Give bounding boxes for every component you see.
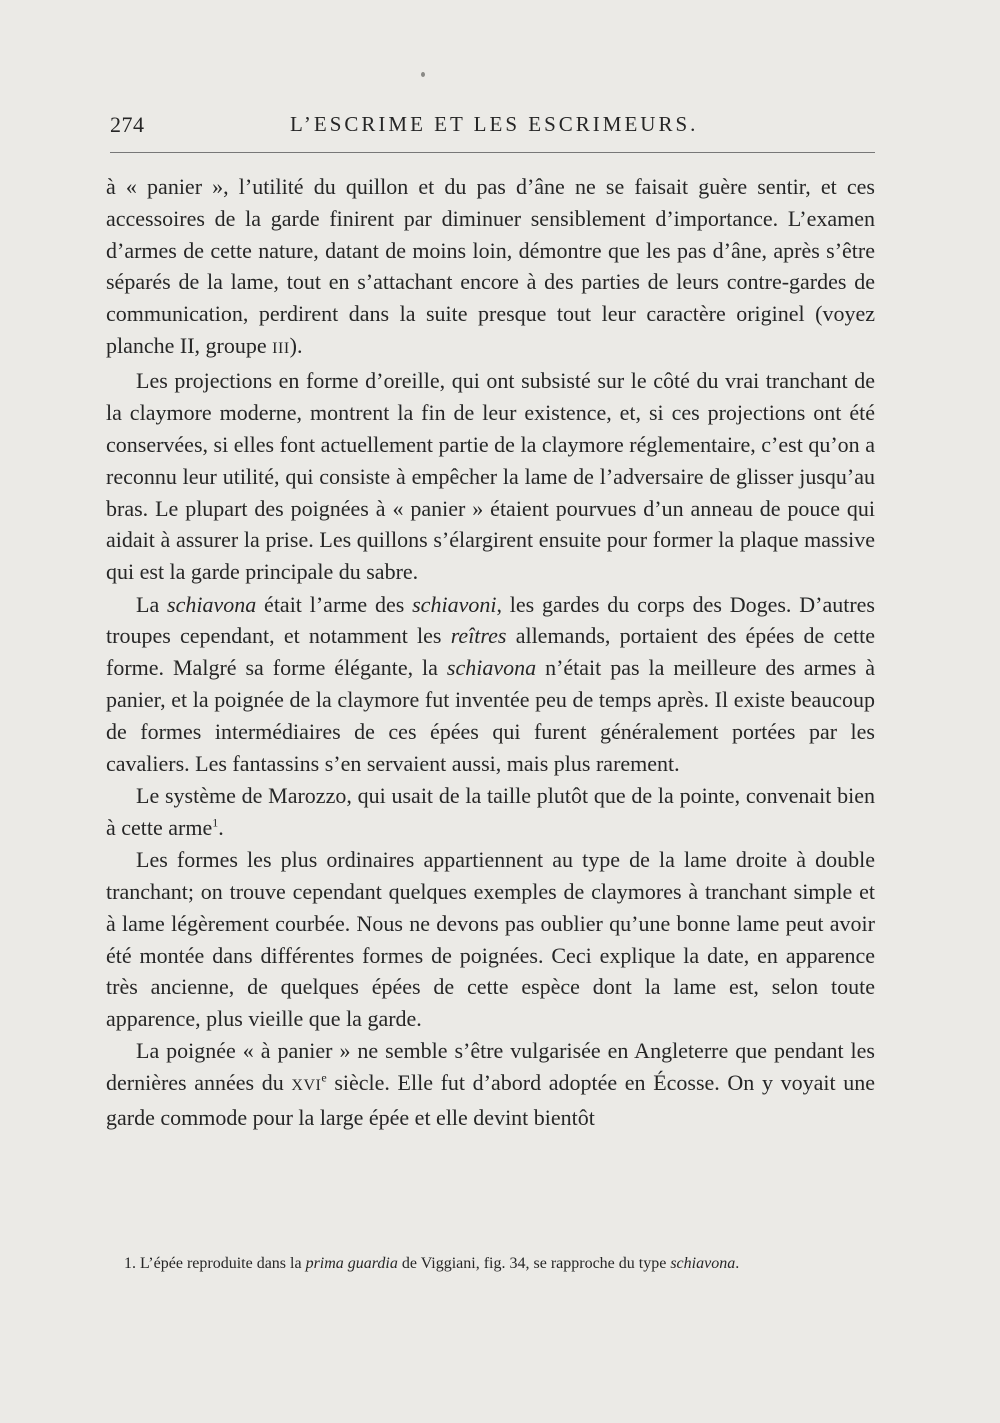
paragraph-3-part: n’était pas la meilleure des armes à panier, et la poignée de la claymore fut inventée peu de temps après. Il existe beaucoup de formes intermédiaires de ces épées qui furent généralement portées par les cavaliers. Les fantassins s’en servaient aussi, mais plus rarement. — [106, 655, 875, 776]
paragraph-3-part: La — [136, 591, 168, 617]
paragraph-3-part: , les gardes du corps des Doges. D’autres troupes cependant, et notamment les — [106, 591, 875, 649]
paragraph-2: Les projections en forme d’oreille, qui ont subsisté sur le côté du vrai tranchant de la claymore moderne, montrent la fin de leur existence, et, si ces projections ont été conservées, si elles font actuellement partie de la claymore réglementaire, c’est qu’on a reconnu leur utilité, qui consiste à empêcher la lame de l’adversaire de glisser jusqu’au bras. Le plupart des poignées à « panier » étaient pourvues d’un anneau de pouce qui aidait à assurer la prise. Les quillons s’élargirent ensuite pour former la plaque massive qui est la garde principale du sabre. — [106, 368, 875, 585]
paragraph-1-end: ). — [289, 332, 303, 358]
footnote-italic: prima guardia — [305, 1255, 398, 1272]
header-rule — [110, 152, 875, 153]
ink-speck — [421, 72, 425, 77]
paragraph-4-text: Le système de Marozzo, qui usait de la taille plutôt que de la pointe, convenait bien à cette arme — [106, 782, 875, 840]
page-header — [110, 112, 875, 142]
footnote-text: L’épée reproduite dans la — [136, 1255, 306, 1272]
italic-term: schiavona — [446, 655, 537, 681]
century-superscript: e — [321, 1070, 327, 1085]
paragraph-1-text: à « panier », l’utilité du quillon et du pas d’âne ne se faisait guère sentir, et ces accessoires de la garde finirent par diminuer sensiblement d’importance. L’examen d’armes de cette nature, datant de moins loin, démontre que les pas d’âne, après s’être séparés de la lame, tout en s’attachant encore à des parties de leurs contre-gardes de communication, perdirent dans la suite presque tout leur caractère originel (voyez planche II, groupe — [106, 174, 875, 358]
paragraph-6-text: La poignée « à panier » ne semble s’être vulgarisée en Angleterre que pendant les dernières années du — [106, 1038, 875, 1096]
paragraph-1 — [106, 171, 875, 365]
running-head: L’ESCRIME ET LES ESCRIMEURS. — [290, 112, 699, 136]
footnote-number: 1. — [124, 1255, 136, 1272]
footnote-text: de Viggiani, fig. 34, se rapproche du type — [397, 1255, 671, 1272]
group-numeral: III — [272, 339, 290, 357]
paragraph-6 — [106, 1035, 875, 1133]
body-text — [106, 171, 875, 1134]
paragraph-6-end: siècle. Elle fut d’abord adoptée en Écosse. On y voyait une garde commode pour la large épée et elle devint bientôt — [106, 1070, 875, 1131]
footnote-end: . — [735, 1255, 740, 1272]
italic-term: schiavona — [167, 591, 257, 617]
footnote-italic: schiavona — [670, 1255, 736, 1272]
italic-term: reîtres — [450, 623, 507, 649]
paragraph-3-part: était l’arme des — [256, 591, 413, 617]
footnote-reference: 1 — [212, 815, 219, 830]
paragraph-5: Les formes les plus ordinaires appartiennent au type de la lame droite à double tranchant; on trouve cependant quelques exemples de claymores à tranchant simple et à lame légèrement courbée. Nous ne devons pas oublier qu’une bonne lame peut avoir été montée dans différentes formes de poignées. Ceci explique la date, en apparence très ancienne, de quelques épées de cette espèce dont la lame est, selon toute apparence, plus vieille que la garde. — [106, 847, 875, 1032]
paragraph-3-part: allemands, portaient des épées de cette forme. Malgré sa forme élégante, la — [106, 623, 875, 681]
paragraph-3 — [106, 589, 875, 780]
italic-term: schiavoni — [412, 591, 497, 617]
paragraph-4 — [106, 780, 875, 844]
page-number: 274 — [110, 112, 145, 137]
paragraph-4-end: . — [218, 814, 224, 840]
footnote — [106, 1252, 875, 1275]
century-numeral: XVI — [291, 1077, 322, 1095]
